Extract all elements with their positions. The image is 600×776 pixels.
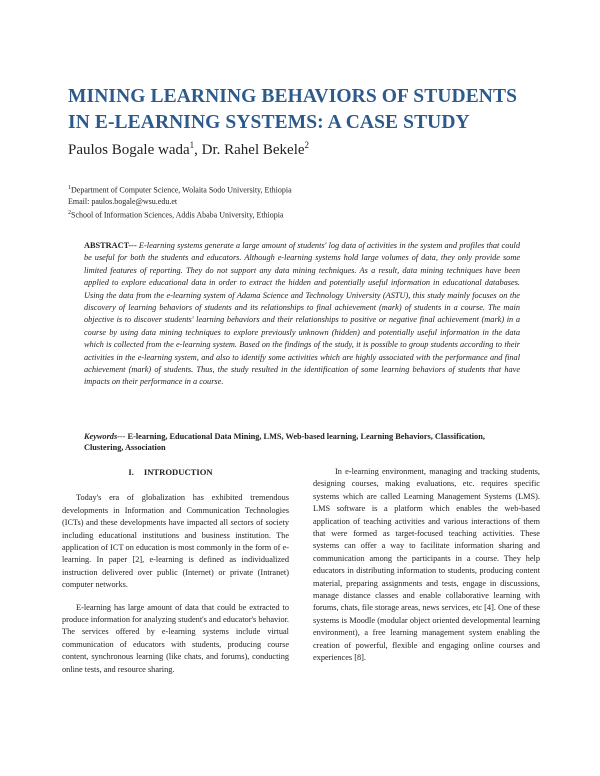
abstract-text: E-learning systems generate a large amount of students' log data of activities in the system and profiles that could be useful for both the students and educators. Although e-learning systems hold large volumes of data, they only provide some limited features of reporting. They do not support any data mining techniques. As a result, data mining techniques have been applied to explore educational data in order to extract the hidden and potentially useful information in educational databases. Using the data from the e-learning system of Adama Science and Technology University (ASTU), this study mainly focuses on the discovery of learning behaviors of students and its relationships to final achievement (mark) of students in a course. The main objective is to discover students' learning behaviors and their relationships to positive or negative final achievement (mark) in a course by using data mining techniques to explore previously unknown (hidden) and potentially useful information in the data which is collected from the e-learning system. Based on the findings of the study, it is possible to group students according to their activities in the e-learning system, and also to identify some activities which are highly associated with the performance and final achievement (mark) of students. Thus, the study resulted in the identification of some learning behaviors of students that have impacts on their performance in a course. <box>84 241 520 387</box>
right-column <box>313 466 540 675</box>
affiliations <box>68 183 292 221</box>
body-paragraph: Today's era of globalization has exhibited tremendous developments in Information and Communication Technologies (ICTs) and these developments have impacted all sectors of society including educational institutions and business institution. The application of ICT on education is most commonly in the form of e-learning. In paper [2], e-learning is defined as individualized instruction delivered over public (Internet) or private (Intranet) computer networks. <box>62 493 289 590</box>
author-email: Email: paulos.bogale@wsu.edu.et <box>68 197 178 207</box>
affiliation-text: School of Information Sciences, Addis Ababa University, Ethiopia <box>71 210 284 220</box>
affiliation-mark: 2 <box>68 209 71 216</box>
paper-title <box>68 84 548 136</box>
section-heading <box>62 466 289 478</box>
abstract <box>84 240 520 389</box>
author-separator: , <box>194 142 202 158</box>
keywords-text: E-learning, Educational Data Mining, LMS, Web-based learning, Learning Behaviors, Classification, Clustering, Association <box>84 432 485 453</box>
affiliation-1 <box>68 183 292 196</box>
body-paragraph: E-learning has large amount of data that could be extracted to produce information for analyzing student's and educator's behavior. The services offered by e-learning systems include virtual communication of educators with students, producing course content, synchronous learning (like chats, and forums), conducting online tests, and resource sharing. <box>62 602 289 674</box>
section-title: INTRODUCTION <box>143 467 213 477</box>
title-line-1: MINING LEARNING BEHAVIORS OF STUDENTS <box>68 86 518 107</box>
title-line-2: IN E-LEARNING SYSTEMS: A CASE STUDY <box>68 112 470 133</box>
keywords <box>84 431 520 454</box>
keywords-label: Keywords--- <box>84 432 126 441</box>
author-name: Dr. Rahel Bekele <box>201 142 305 158</box>
author-affiliation-mark: 1 <box>189 140 195 150</box>
abstract-label: ABSTRACT--- <box>84 241 137 250</box>
author-list <box>68 140 309 159</box>
author-affiliation-mark: 2 <box>304 140 310 150</box>
affiliation-mark: 1 <box>68 185 71 191</box>
affiliation-2 <box>68 208 292 221</box>
author-name: Paulos Bogale wada <box>68 142 190 158</box>
section-number: I. <box>128 467 134 477</box>
left-column <box>62 466 289 686</box>
body-paragraph: In e-learning environment, managing and tracking students, designing courses, making evaluations, etc. requires specific systems which are called Learning Management Systems (LMS). LMS software is a platform which enables the web-based application of teaching activities and various interactions of them that were formed as target-focused teaching activities. These systems can offer a way to facilitate information sharing and communication among the participants in a course. They help educators in distributing information to students, producing content material, preparing assignments and tests, engage in discussions, manage distance classes and enable collaborative learning with forums, chats, file storage areas, news services, etc [4]. One of these systems is Moodle (modular object oriented developmental learning environment), a free learning management system enabling the creation of powerful, flexible and engaging online courses and experiences [8]. <box>313 467 540 663</box>
affiliation-text: Department of Computer Science, Wolaita Sodo University, Ethiopia <box>71 185 292 195</box>
